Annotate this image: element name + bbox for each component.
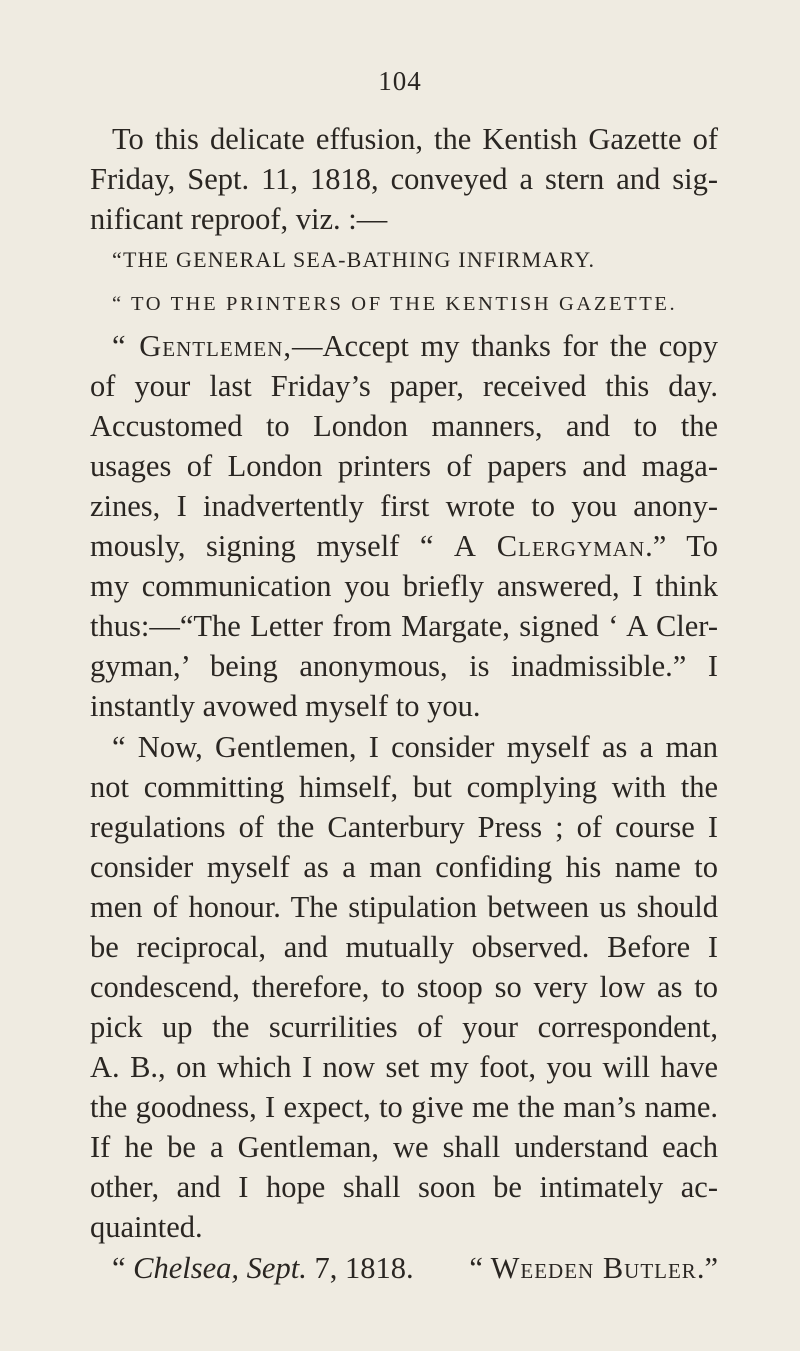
intro-line-1: To this delicate effusion, the Kentish Gazette of	[112, 122, 718, 156]
letter-2-line-11: If he be a Gentleman, we shall understand each	[90, 1130, 718, 1164]
letter-2-line-5: men of honour. The stipulation between us should	[90, 890, 718, 924]
letter-2-line-10: the goodness, I expect, to give me the man’s name.	[90, 1090, 718, 1124]
signature-open: “	[469, 1251, 491, 1285]
signature-name: Weeden Butler	[490, 1251, 697, 1285]
letter-1-line-4: usages of London printers of papers and maga-	[90, 449, 718, 483]
heading-printers: “ TO THE PRINTERS OF THE KENTISH GAZETTE.	[112, 293, 678, 315]
letter-2-line-1: “ Now, Gentlemen, I consider myself as a man	[112, 730, 718, 764]
letter-1-line-5: zines, I inadvertently first wrote to you anony-	[90, 489, 718, 523]
letter-2-line-3: regulations of the Canterbury Press ; of course I	[90, 810, 718, 844]
letter-2-line-12: other, and I hope shall soon be intimately ac-	[90, 1170, 718, 1204]
signed-before: mously, signing myself “	[90, 529, 454, 563]
signed-after: .” To	[645, 529, 718, 563]
signoff-quote: “	[112, 1251, 134, 1285]
signoff-date: 7, 1818.	[306, 1251, 414, 1285]
letter-1-line-7: my communication you briefly answered, I think	[90, 569, 718, 603]
letter-2-line-4: consider myself as a man confiding his name to	[90, 850, 718, 884]
letter-1-line-8: thus:—“The Letter from Margate, signed ‘ A Cler-	[90, 609, 718, 643]
signoff-signature	[469, 1248, 718, 1288]
intro-line-2: Friday, Sept. 11, 1818, conveyed a stern and sig-	[90, 162, 718, 196]
intro-line-3: nificant reproof, viz. :—	[90, 202, 388, 236]
letter-2-line-2: not committing himself, but complying with the	[90, 770, 718, 804]
page-number: 104	[378, 66, 422, 96]
letter-1-line-2: of your last Friday’s paper, received this day.	[90, 369, 718, 403]
signoff-place-date	[112, 1248, 414, 1288]
heading-infirmary: “THE GENERAL SEA-BATHING INFIRMARY.	[112, 247, 596, 272]
letter-2-line-7: condescend, therefore, to stoop so very low as to	[90, 970, 718, 1004]
signature-close: .”	[696, 1251, 718, 1285]
letter-1-line-3: Accustomed to London manners, and to the	[90, 409, 718, 443]
letter-2-line-6: be reciprocal, and mutually observed. Before I	[90, 930, 718, 964]
letter-1-line-10: instantly avowed myself to you.	[90, 689, 481, 723]
letter-1-line-6	[90, 526, 718, 566]
letter-2-line-8: pick up the scurrilities of your correspondent,	[90, 1010, 718, 1044]
signoff-place: Chelsea, Sept.	[133, 1251, 307, 1285]
salutation: “ Gentlemen,	[112, 329, 293, 363]
letter-1-line-1	[90, 326, 718, 366]
letter-2-line-9: A. B., on which I now set my foot, you will have	[90, 1050, 718, 1084]
salutation-rest: —Accept my thanks for the copy	[292, 329, 718, 363]
signoff-line	[90, 1248, 718, 1288]
signed-name: A Clergyman	[453, 529, 646, 563]
letter-2-line-13: quainted.	[90, 1210, 203, 1244]
letter-1-line-9: gyman,’ being anonymous, is inadmissible.” I	[90, 649, 718, 683]
